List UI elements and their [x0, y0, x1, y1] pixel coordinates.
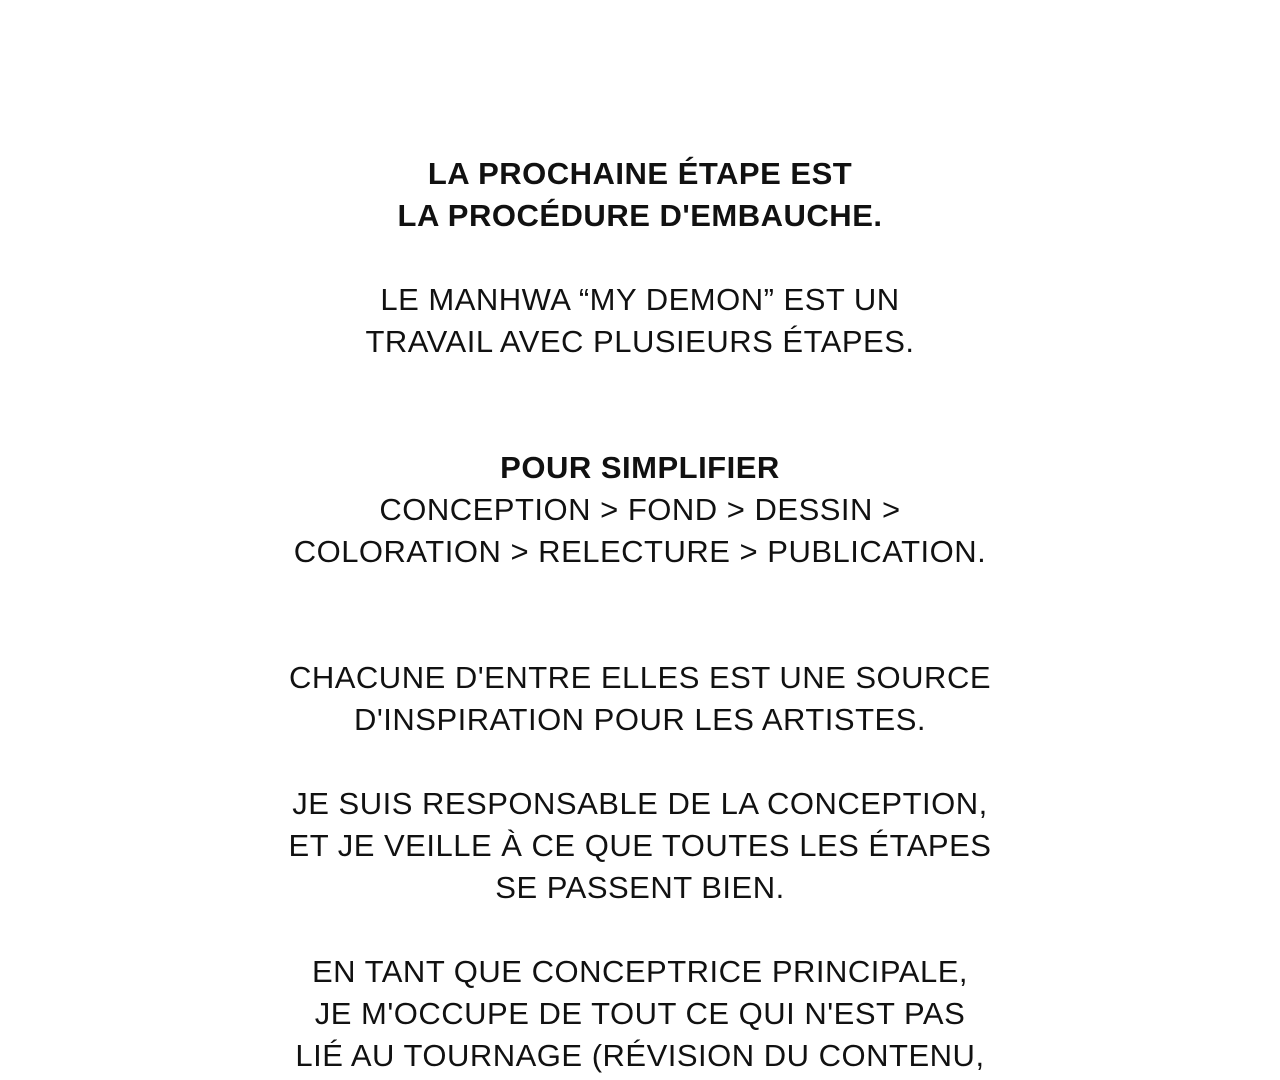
text-line: LA PROCHAINE ÉTAPE EST — [427, 156, 853, 191]
text-block-lead-designer — [0, 951, 1280, 1077]
text-line: LA PROCÉDURE D'EMBAUCHE. — [397, 198, 883, 233]
text-block-manhwa-intro — [0, 279, 1280, 363]
text-line: JE M'OCCUPE DE TOUT CE QUI N'EST PAS — [314, 996, 966, 1031]
text-line: LE MANHWA “MY DEMON” EST UN — [380, 282, 900, 317]
text-line: COLORATION > RELECTURE > PUBLICATION. — [293, 534, 987, 569]
text-block-workflow — [0, 447, 1280, 573]
text-block-inspiration — [0, 657, 1280, 741]
text-line: LIÉ AU TOURNAGE (RÉVISION DU CONTENU, — [295, 1038, 985, 1073]
text-line: CONCEPTION > FOND > DESSIN > — [379, 492, 901, 527]
text-line: CHACUNE D'ENTRE ELLES EST UNE SOURCE — [288, 660, 992, 695]
text-heading: POUR SIMPLIFIER — [500, 450, 780, 485]
text-line: TRAVAIL AVEC PLUSIEURS ÉTAPES. — [365, 324, 915, 359]
text-line: JE SUIS RESPONSABLE DE LA CONCEPTION, — [292, 786, 988, 821]
text-block-hiring-step — [0, 153, 1280, 237]
text-line: ET JE VEILLE À CE QUE TOUTES LES ÉTAPES — [288, 828, 992, 863]
text-line: SE PASSENT BIEN. — [495, 870, 785, 905]
text-block-responsibility — [0, 783, 1280, 909]
text-line: D'INSPIRATION POUR LES ARTISTES. — [353, 702, 926, 737]
text-line: EN TANT QUE CONCEPTRICE PRINCIPALE, — [312, 954, 968, 989]
